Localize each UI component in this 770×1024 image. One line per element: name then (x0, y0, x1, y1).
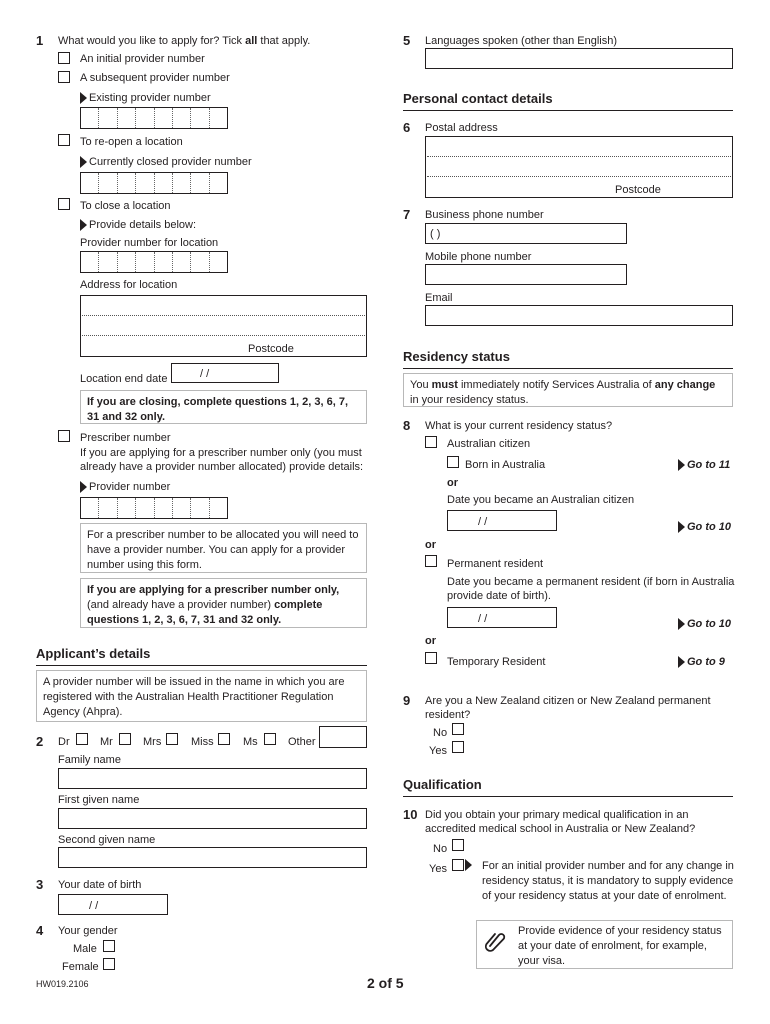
paperclip-icon (483, 929, 507, 953)
title-mr-label: Mr (100, 736, 113, 748)
goto9-text: Go to 9 (687, 656, 725, 668)
date-citizen-input[interactable] (447, 510, 557, 531)
title-dr-checkbox[interactable] (76, 733, 88, 745)
q1-question-bold: all (245, 35, 258, 47)
personal-heading: Personal contact details (403, 91, 553, 106)
close-location-label: To close a location (80, 200, 171, 212)
title-mrs-label: Mrs (143, 736, 162, 748)
arrow-icon (678, 459, 685, 471)
arrow-icon (678, 618, 685, 630)
born-aus-checkbox[interactable] (447, 456, 459, 468)
qualification-heading: Qualification (403, 777, 482, 792)
second-given-input[interactable] (58, 847, 367, 868)
business-phone-label: Business phone number (425, 209, 544, 221)
female-checkbox[interactable] (103, 958, 115, 970)
closing-note: If you are closing, complete questions 1, 2, 3, 6, 7, 31 and 32 only. (80, 390, 367, 424)
title-miss-label: Miss (191, 736, 214, 748)
languages-label: Languages spoken (other than English) (425, 35, 618, 47)
residency-note (403, 373, 733, 407)
evidence-note (476, 920, 733, 969)
residency-heading-rule (403, 368, 733, 369)
goto9-label (678, 655, 725, 669)
title-ms-label: Ms (243, 736, 258, 748)
prescriber-checkbox[interactable] (58, 430, 70, 442)
q4-number: 4 (36, 923, 44, 938)
q9-no-checkbox[interactable] (452, 723, 464, 735)
second-given-label: Second given name (58, 834, 156, 846)
q9-yes-label: Yes (429, 745, 447, 757)
title-miss-checkbox[interactable] (218, 733, 230, 745)
postal-postcode-label: Postcode (615, 184, 661, 196)
qualification-heading-rule (403, 796, 733, 797)
email-label: Email (425, 292, 453, 304)
existing-provider-input[interactable] (80, 107, 228, 129)
family-name-label: Family name (58, 754, 121, 766)
title-dr-label: Dr (58, 736, 70, 748)
family-name-input[interactable] (58, 768, 367, 789)
location-end-date-input[interactable] (171, 363, 279, 383)
residency-note-pre: You (410, 379, 432, 391)
initial-provider-checkbox[interactable] (58, 52, 70, 64)
perm-resident-checkbox[interactable] (425, 555, 437, 567)
prescriber-note: For a prescriber number to be allocated you will need to have a provider number. You can apply for a provider number using this form. (80, 523, 367, 573)
prescriber-label: Prescriber number (80, 432, 171, 444)
address-for-location-label: Address for location (80, 279, 178, 291)
goto11-label (678, 458, 730, 472)
closed-provider-text: Currently closed provider number (89, 156, 252, 168)
first-given-label: First given name (58, 794, 140, 806)
arrow-icon (80, 481, 87, 493)
q8-question: What is your current residency status? (425, 420, 613, 432)
aus-citizen-label: Australian citizen (447, 438, 531, 450)
male-label: Male (73, 943, 97, 955)
gender-label: Your gender (58, 925, 118, 937)
dob-input[interactable] (58, 894, 168, 915)
postal-line (427, 156, 731, 157)
location-end-date-label: Location end date (80, 373, 168, 385)
perm-resident-label: Permanent resident (447, 558, 543, 570)
goto10-label-2 (678, 617, 731, 631)
prescriber-only-bold2: complete (274, 599, 323, 611)
form-code: HW019.2106 (36, 979, 89, 989)
initial-provider-label: An initial provider number (80, 53, 205, 65)
dob-sep: / / (89, 900, 99, 912)
residency-heading: Residency status (403, 349, 510, 364)
reopen-location-label: To re-open a location (80, 136, 183, 148)
q9-yes-checkbox[interactable] (452, 741, 464, 753)
q10-yes-arrow-icon (465, 859, 472, 871)
or-label: or (425, 635, 436, 647)
page-number: 2 of 5 (367, 975, 404, 991)
location-end-date-sep: / / (200, 368, 210, 380)
closed-provider-label (80, 155, 252, 169)
date-perm-label: Date you became a permanent resident (if born in Australia provide date of birth). (447, 576, 735, 602)
title-mr-checkbox[interactable] (119, 733, 131, 745)
aus-citizen-checkbox[interactable] (425, 436, 437, 448)
male-checkbox[interactable] (103, 940, 115, 952)
languages-input[interactable] (425, 48, 733, 69)
address-line (82, 315, 365, 316)
existing-provider-label (80, 91, 211, 105)
q5-number: 5 (403, 33, 411, 48)
close-location-checkbox[interactable] (58, 198, 70, 210)
title-other-input[interactable] (319, 726, 367, 748)
arrow-icon (80, 219, 87, 231)
residency-note-any: any change (654, 379, 716, 391)
temp-resident-label: Temporary Resident (447, 656, 546, 668)
provider-for-location-input[interactable] (80, 251, 228, 273)
q1-question-post: that apply. (257, 35, 311, 47)
evidence-text: Provide evidence of your residency status at your date of enrolment, for example, your visa. (518, 925, 722, 967)
postal-address-label: Postal address (425, 122, 498, 134)
date-perm-input[interactable] (447, 607, 557, 628)
prescriber-only-bold1: If you are applying for a prescriber number only, (87, 584, 340, 596)
prescriber-provider-input[interactable] (80, 497, 228, 519)
dob-label: Your date of birth (58, 879, 142, 891)
location-postcode-label: Postcode (248, 343, 294, 355)
date-citizen-sep: / / (478, 516, 488, 528)
arrow-icon (678, 521, 685, 533)
residency-note-must: must (431, 379, 458, 391)
prescriber-text: If you are applying for a prescriber number only (you must already have a provider number allocated) provide details: (80, 447, 364, 473)
address-line (82, 335, 365, 336)
prescriber-only-bold3: questions 1, 2, 3, 6, 7, 31 and 32 only. (87, 614, 282, 626)
title-other-label: Other (288, 736, 316, 748)
goto10-text-2: Go to 10 (687, 618, 732, 630)
date-citizen-label: Date you became an Australian citizen (447, 494, 635, 506)
arrow-icon (80, 156, 87, 168)
residency-note-mid: immediately notify Services Australia of (457, 379, 655, 391)
or-label: or (447, 477, 458, 489)
arrow-icon (80, 92, 87, 104)
residency-note-post: in your residency status. (410, 394, 529, 406)
address-for-location-input[interactable] (80, 295, 367, 357)
first-given-input[interactable] (58, 808, 367, 829)
personal-heading-rule (403, 110, 733, 111)
q8-number: 8 (403, 418, 411, 433)
existing-provider-text: Existing provider number (89, 92, 211, 104)
goto10-text: Go to 10 (687, 521, 732, 533)
goto11-text: Go to 11 (687, 459, 731, 471)
prescriber-provider-text: Provider number (89, 481, 171, 493)
q7-number: 7 (403, 207, 411, 222)
subsequent-provider-checkbox[interactable] (58, 71, 70, 83)
applicant-heading-rule (36, 665, 367, 666)
or-label: or (425, 539, 436, 551)
q1-question-pre: What would you like to apply for? Tick (58, 35, 246, 47)
subsequent-provider-label: A subsequent provider number (80, 72, 230, 84)
arrow-icon (678, 656, 685, 668)
postal-address-input[interactable] (425, 136, 733, 198)
q10-number: 10 (403, 807, 418, 822)
title-ms-checkbox[interactable] (264, 733, 276, 745)
temp-resident-checkbox[interactable] (425, 652, 437, 664)
q9-no-label: No (433, 727, 448, 739)
prescriber-provider-label (80, 480, 170, 494)
q2-number: 2 (36, 734, 44, 749)
closed-provider-input[interactable] (80, 172, 228, 194)
mandatory-text: For an initial provider number and for any change in residency status, it is mandatory to supply evidence of your residency status at your date of enrolment. (482, 860, 734, 902)
mobile-label: Mobile phone number (425, 251, 532, 263)
female-label: Female (62, 961, 99, 973)
q6-number: 6 (403, 120, 411, 135)
q10-no-label: No (433, 843, 448, 855)
q9-question: Are you a New Zealand citizen or New Zealand permanent resident? (425, 695, 711, 721)
q10-yes-label: Yes (429, 863, 447, 875)
q3-number: 3 (36, 877, 44, 892)
goto10-label (678, 520, 731, 534)
q1-question (58, 34, 310, 48)
title-mrs-checkbox[interactable] (166, 733, 178, 745)
applicant-note: A provider number will be issued in the name in which you are registered with the Australian Health Practitioner Regulation Agency (Ahpra). (36, 670, 367, 722)
q9-number: 9 (403, 693, 411, 708)
q10-no-checkbox[interactable] (452, 839, 464, 851)
prescriber-only-normal: (and already have a provider number) (87, 599, 275, 611)
prescriber-only-note (80, 578, 367, 628)
postal-line (427, 176, 731, 177)
mobile-input[interactable] (425, 264, 627, 285)
q1-number: 1 (36, 33, 44, 48)
born-aus-label: Born in Australia (465, 459, 546, 471)
date-perm-sep: / / (478, 613, 488, 625)
business-phone-paren: ( ) (430, 228, 441, 240)
business-phone-input[interactable] (425, 223, 627, 244)
provide-details-text: Provide details below: (89, 219, 197, 231)
email-input[interactable] (425, 305, 733, 326)
reopen-location-checkbox[interactable] (58, 134, 70, 146)
q10-question: Did you obtain your primary medical qualification in an accredited medical school in Australia or New Zealand? (425, 809, 696, 835)
provide-details-label (80, 218, 196, 232)
applicant-heading: Applicant’s details (36, 646, 151, 661)
q10-yes-checkbox[interactable] (452, 859, 464, 871)
provider-for-location-label: Provider number for location (80, 237, 219, 249)
